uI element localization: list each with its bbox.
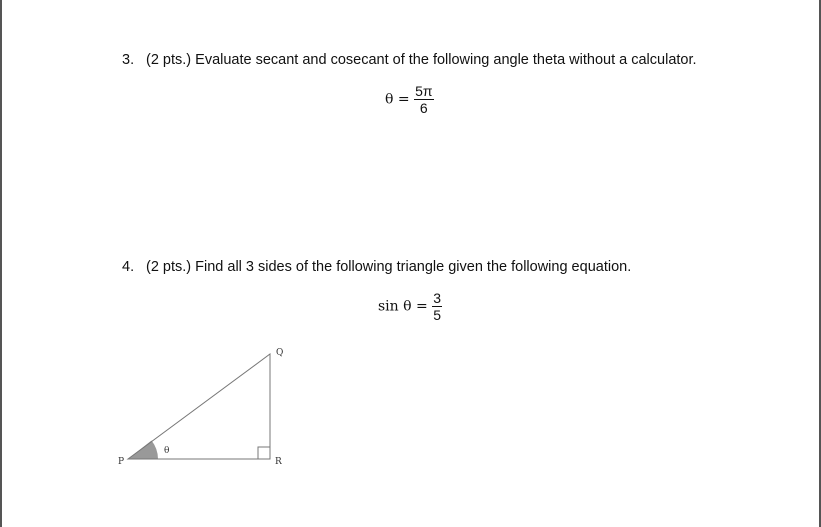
- fraction-denominator: 5: [433, 307, 441, 323]
- fraction-numerator: 3: [433, 290, 441, 306]
- right-angle-marker: [258, 447, 270, 459]
- question-number: 4.: [122, 259, 135, 275]
- equation-theta: [385, 83, 434, 116]
- equation-lhs: sin θ =: [378, 298, 428, 315]
- fraction: [432, 290, 442, 323]
- page-left-border: [0, 0, 2, 527]
- fraction-numerator: 5π: [415, 83, 433, 99]
- fraction-denominator: 6: [419, 100, 428, 116]
- vertex-label-p: P: [118, 457, 125, 467]
- question-4: [122, 259, 631, 275]
- question-number: 3.: [122, 52, 135, 68]
- question-text: (2 pts.) Find all 3 sides of the following triangle given the following equation.: [146, 259, 632, 275]
- angle-label-theta: θ: [164, 446, 170, 456]
- fraction: [414, 83, 433, 116]
- equation-lhs: θ =: [385, 91, 410, 108]
- vertex-label-q: Q: [276, 348, 284, 358]
- right-triangle-diagram: [110, 340, 300, 475]
- triangle-outline: [128, 354, 270, 459]
- question-3: [122, 52, 697, 68]
- equation-sin-theta: [378, 290, 442, 323]
- question-text: (2 pts.) Evaluate secant and cosecant of the following angle theta without a calculator.: [146, 52, 697, 68]
- vertex-label-r: R: [275, 457, 282, 467]
